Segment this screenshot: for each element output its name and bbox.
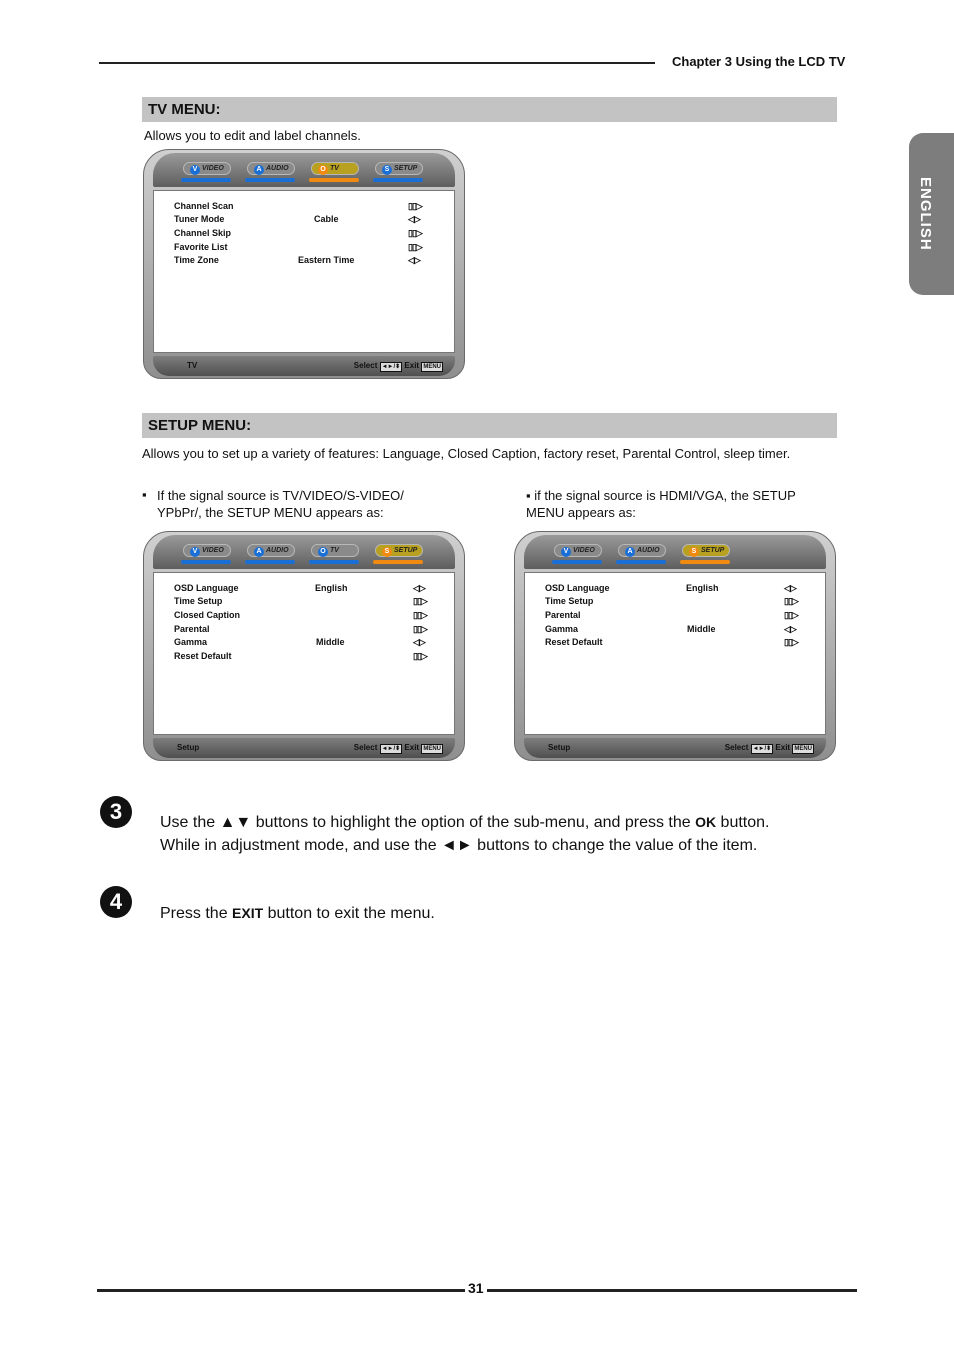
- osd-tab-audio: A AUDIO: [616, 543, 670, 565]
- osd-controls: Select ◄►/⬍ Exit MENU: [724, 743, 812, 752]
- chapter-header: Chapter 3 Using the LCD TV: [672, 54, 846, 69]
- osd-status-bar: [153, 738, 455, 758]
- osd-source-label: Setup: [548, 743, 571, 752]
- osd-row: Tuner Mode Cable ◁▷: [174, 214, 420, 224]
- osd-tab-setup: S SETUP: [680, 543, 734, 565]
- setup-menu-osd-right: [514, 531, 836, 761]
- osd-menu-screen: [524, 572, 826, 735]
- osd-row: Channel Scan ▯▯▷: [174, 201, 422, 211]
- setup-menu-heading-bar: [142, 413, 837, 438]
- osd-source-label: TV: [187, 361, 198, 370]
- tv-menu-heading-bar: [142, 97, 837, 122]
- osd-tab-video: V VIDEO: [552, 543, 606, 565]
- osd-tab-tv: O TV: [309, 161, 363, 183]
- osd-row: Parental ▯▯▷: [174, 624, 427, 634]
- osd-row: OSD Language English ◁▷: [545, 583, 796, 593]
- osd-controls: Select ◄►/⬍ Exit MENU: [353, 743, 441, 752]
- bullet-right-text: ▪ if the signal source is HDMI/VGA, the SETUP MENU appears as:: [526, 488, 796, 520]
- osd-tab-bar: [153, 153, 455, 187]
- bullet-left-text: If the signal source is TV/VIDEO/S-VIDEO/ YPbPr/, the SETUP MENU appears as:: [157, 488, 404, 520]
- tv-menu-description: Allows you to edit and label channels.: [144, 128, 361, 143]
- osd-row: Time Setup ▯▯▷: [174, 596, 427, 606]
- tv-menu-title: TV MENU:: [148, 101, 221, 118]
- osd-tab-bar: [153, 535, 455, 569]
- osd-tab-video: V VIDEO: [181, 161, 235, 183]
- step-4-number: 4: [100, 886, 132, 918]
- osd-status-bar: [153, 356, 455, 376]
- osd-row: Gamma Middle ◁▷: [174, 637, 425, 647]
- osd-row: Parental ▯▯▷: [545, 610, 798, 620]
- step-3-text: Use the ▲▼ buttons to highlight the option of the sub-menu, and press the OK button. While in adjustment mode, and use the ◄► buttons to change the value of the item.: [160, 814, 770, 854]
- page-number: 31: [465, 1280, 487, 1296]
- step-3-number: 3: [100, 796, 132, 828]
- osd-source-label: Setup: [177, 743, 200, 752]
- bullet-marker: ▪: [142, 487, 147, 502]
- osd-tab-audio: A AUDIO: [245, 161, 299, 183]
- osd-tab-video: V VIDEO: [181, 543, 235, 565]
- osd-row: Channel Skip ▯▯▷: [174, 228, 422, 238]
- osd-menu-screen: [153, 190, 455, 353]
- osd-tab-bar: [524, 535, 826, 569]
- osd-status-bar: [524, 738, 826, 758]
- setup-menu-osd-left: [143, 531, 465, 761]
- step-4-text: Press the EXIT button to exit the menu.: [160, 905, 435, 922]
- osd-tab-audio: A AUDIO: [245, 543, 299, 565]
- osd-tab-setup: S SETUP: [373, 543, 427, 565]
- tv-menu-osd-screenshot: [143, 149, 465, 379]
- osd-row: Favorite List ▯▯▷: [174, 242, 422, 252]
- osd-row: Reset Default ▯▯▷: [174, 651, 427, 661]
- osd-row: OSD Language English ◁▷: [174, 583, 425, 593]
- osd-tab-tv: O TV: [309, 543, 363, 565]
- osd-row: Closed Caption ▯▯▷: [174, 610, 427, 620]
- osd-row: Time Setup ▯▯▷: [545, 596, 798, 606]
- language-side-tab: [909, 133, 954, 295]
- setup-menu-description: Allows you to set up a variety of features: Language, Closed Caption, factory reset, Parental Control, sleep timer.: [142, 446, 791, 461]
- header-rule: [99, 62, 655, 64]
- osd-row: Reset Default ▯▯▷: [545, 637, 798, 647]
- osd-tab-setup: S SETUP: [373, 161, 427, 183]
- osd-controls: Select ◄►/⬍ Exit MENU: [353, 361, 441, 370]
- osd-row: Time Zone Eastern Time ◁▷: [174, 255, 420, 265]
- setup-menu-title: SETUP MENU:: [148, 417, 252, 434]
- language-label: ENGLISH: [917, 177, 934, 251]
- osd-row: Gamma Middle ◁▷: [545, 624, 796, 634]
- osd-menu-screen: [153, 572, 455, 735]
